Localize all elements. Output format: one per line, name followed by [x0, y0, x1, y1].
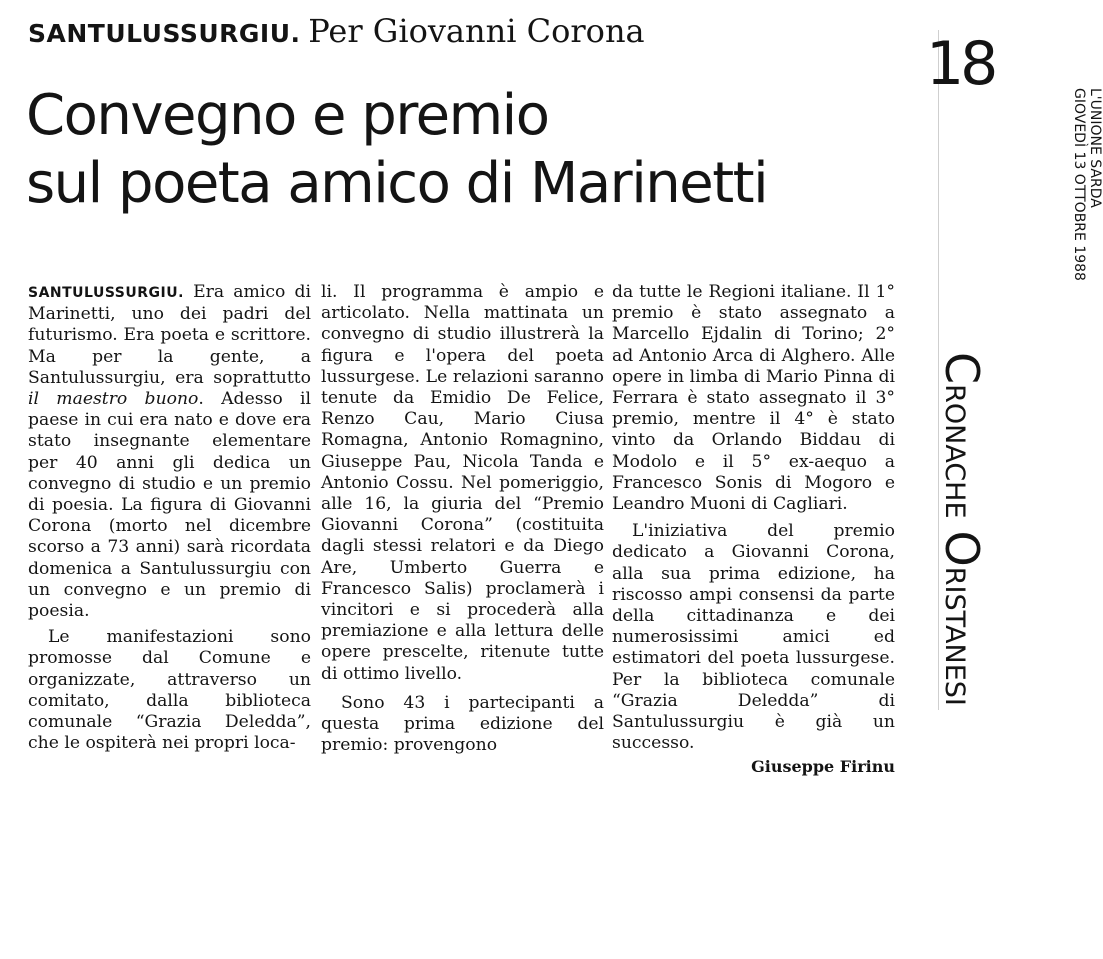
headline-line-2: sul poeta amico di Marinetti: [26, 151, 768, 216]
section-word-1: RONACHE: [939, 384, 970, 519]
headline-line-1: Convegno e premio: [26, 83, 549, 148]
section-title: [931, 352, 989, 712]
kicker-place: SANTULUSSURGIU.: [28, 19, 301, 48]
page-number: 18: [926, 29, 995, 99]
headline: [26, 82, 906, 218]
byline: Giuseppe Firinu: [751, 757, 895, 777]
section-initial-c: C: [935, 352, 989, 385]
emphasis: il maestro buono: [28, 389, 199, 410]
paragraph-1: SANTULUSSURGIU. Era amico di Marinetti, uno dei padri del futurismo. Era poeta e scrittore. Ma per la gente, a Santulussurgiu, era soprattutto il maestro buono. Adesso il paese in cui era nato e dove era stato insegnante elementare per 40 anni gli dedica un convegno di studio e un premio di poesia. La figura di Giovanni Corona (morto nel dicembre scorso a 73 anni) sarà ricordata domenica a Santulussurgiu con un convegno e un premio di poesia.: [28, 282, 311, 622]
paragraph-2: Le manifestazioni sono promosse dal Comune e organizzate, attraverso un comitato, dalla biblioteca comunale “Grazia Deledda”, che le ospiterà nei propri loca-: [28, 627, 311, 754]
paragraph-3: li. Il programma è ampio e articolato. Nella mattinata un convegno di studio illustrerà la figura e l'opera del poeta lussurgese. Le relazioni saranno tenute da Emidio De Felice, Renzo Cau, Mario Ciusa Romagna, Antonio Romagnino, Giuseppe Pau, Nicola Tanda e Antonio Cossu. Nel pomeriggio, alle 16, la giuria del “Premio Giovanni Corona” (costituita dagli stessi relatori e da Diego Are, Umberto Guerra e Francesco Salis) proclamerà i vincitori e si procederà alla premiazione e alla lettura delle opere prescelte, ritenute tutte di ottimo livello.: [321, 282, 604, 684]
article-column-3: [612, 282, 895, 778]
section-initial-o: O: [935, 530, 989, 567]
paragraph-4: Sono 43 i partecipanti a questa prima edizione del premio: provengono: [321, 692, 604, 756]
newspaper-name: L'UNIONE SARDA: [1087, 88, 1103, 208]
article-column-1: [28, 282, 311, 754]
masthead: [1071, 88, 1103, 328]
dateline: SANTULUSSURGIU.: [28, 285, 184, 301]
paragraph-6: L'iniziativa del premio dedicato a Giovanni Corona, alla sua prima edizione, ha riscosso ampi consensi da parte della cittadinanza e dei numerosissimi amici ed estimatori del poeta lussurgese. Per la biblioteca comunale “Grazia Deledda” di Santulussurgiu è già un successo.: [612, 521, 895, 754]
paragraph-5: da tutte le Regioni italiane. Il 1° premio è stato assegnato a Marcello Ejdalin di Torino; 2° ad Antonio Arca di Alghero. Alle opere in limba di Mario Pinna di Ferrara è stato assegnato il 3° premio, mentre il 4° è stato vinto da Orlando Biddau di Modolo e il 5° ex-aequo a Francesco Sonis di Mogoro e Leandro Muoni di Cagliari.: [612, 282, 895, 515]
article-column-2: [321, 282, 604, 756]
kicker-subtitle: Per Giovanni Corona: [308, 12, 645, 50]
section-word-2: RISTANESI: [939, 566, 970, 706]
issue-date: GIOVEDÌ 13 OTTOBRE 1988: [1071, 88, 1087, 281]
kicker: [28, 12, 645, 53]
